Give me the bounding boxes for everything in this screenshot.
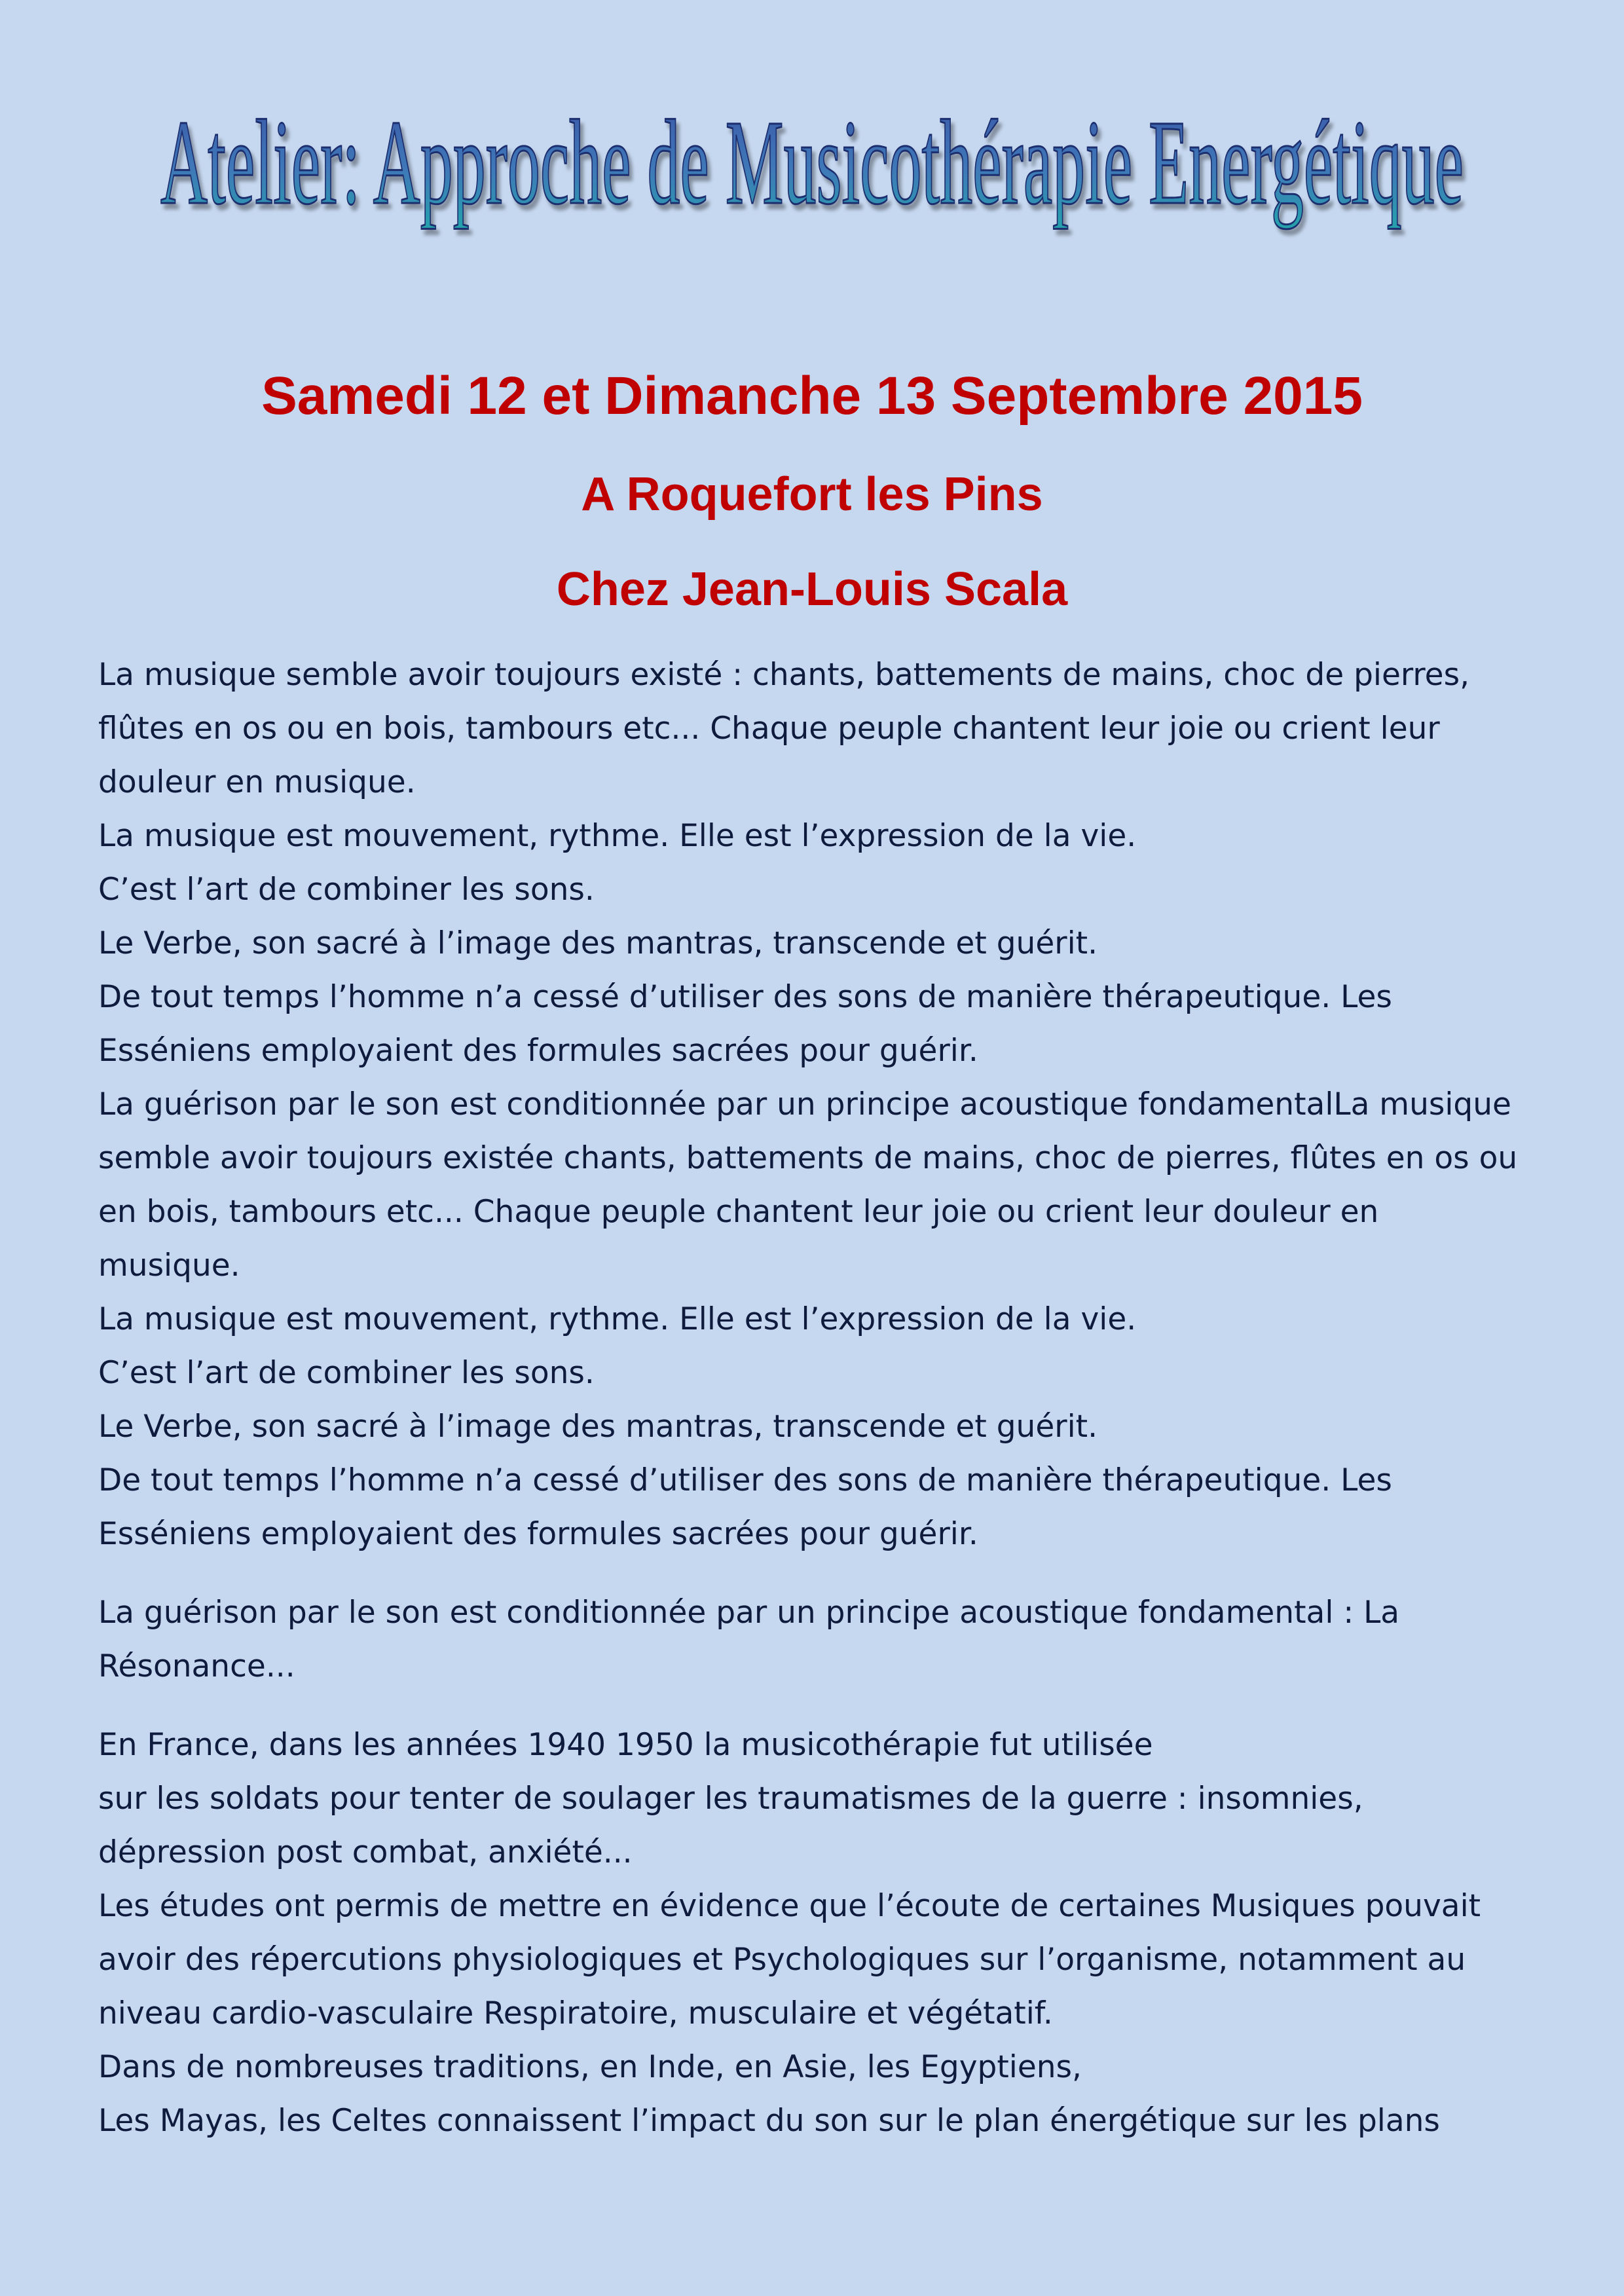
text-line: De tout temps l’homme n’a cessé d’utiliser des sons de manière thérapeutique. Les [98, 979, 1392, 1015]
body-paragraph [98, 1586, 1539, 1694]
text-line: Résonance... [98, 1648, 295, 1684]
event-host-heading: Chez Jean-Louis Scala [556, 563, 1068, 616]
text-line: La guérison par le son est conditionnée par un principe acoustique fondamental : La [98, 1595, 1400, 1631]
text-line: C’est l’art de combiner les sons. [98, 872, 595, 908]
text-line: Dans de nombreuses traditions, en Inde, en Asie, les Egyptiens, [98, 2049, 1082, 2085]
text-line: La musique semble avoir toujours existé : chants, battements de mains, choc de pierres, [98, 657, 1470, 693]
event-place-heading: A Roquefort les Pins [581, 468, 1043, 521]
text-line: niveau cardio-vasculaire Respiratoire, musculaire et végétatif. [98, 1995, 1053, 2031]
wordart-title [151, 72, 1473, 268]
wordart-title-svg [151, 72, 1473, 268]
text-line: Le Verbe, son sacré à l’image des mantras, transcende et guérit. [98, 925, 1098, 961]
text-line: La musique est mouvement, rythme. Elle est l’expression de la vie. [98, 818, 1137, 854]
body-paragraph [98, 648, 1539, 1561]
text-line: Les Mayas, les Celtes connaissent l’impact du son sur le plan énergétique sur les plans [98, 2103, 1440, 2139]
text-line: flûtes en os ou en bois, tambours etc... Chaque peuple chantent leur joie ou crient leur [98, 711, 1440, 747]
event-date-heading: Samedi 12 et Dimanche 13 Septembre 2015 [261, 366, 1363, 426]
text-line: En France, dans les années 1940 1950 la musicothérapie fut utilisée [98, 1727, 1153, 1763]
body-paragraph [98, 1718, 1539, 2148]
text-line: C’est l’art de combiner les sons. [98, 1355, 595, 1391]
text-line: douleur en musique. [98, 764, 416, 800]
text-line: De tout temps l’homme n’a cessé d’utiliser des sons de manière thérapeutique. Les [98, 1462, 1392, 1498]
text-line: La musique est mouvement, rythme. Elle est l’expression de la vie. [98, 1301, 1137, 1337]
text-line: en bois, tambours etc... Chaque peuple chantent leur joie ou crient leur douleur en [98, 1194, 1379, 1230]
text-line: musique. [98, 1248, 240, 1284]
text-line: Esséniens employaient des formules sacrées pour guérir. [98, 1033, 978, 1069]
wordart-title-text: Atelier: Approche de Musicothérapie Energétique [160, 96, 1464, 230]
text-line: Les études ont permis de mettre en évidence que l’écoute de certaines Musiques pouvait [98, 1888, 1481, 1924]
body-text [98, 648, 1539, 2148]
text-line: Le Verbe, son sacré à l’image des mantras, transcende et guérit. [98, 1409, 1098, 1445]
text-line: semble avoir toujours existée chants, battements de mains, choc de pierres, flûtes en os ou [98, 1140, 1518, 1176]
text-line: avoir des répercutions physiologiques et Psychologiques sur l’organisme, notamment au [98, 1942, 1466, 1978]
text-line: Esséniens employaient des formules sacrées pour guérir. [98, 1516, 978, 1552]
text-line: sur les soldats pour tenter de soulager les traumatismes de la guerre : insomnies, [98, 1781, 1363, 1817]
text-line: La guérison par le son est conditionnée par un principe acoustique fondamentalLa musique [98, 1086, 1511, 1122]
text-line: dépression post combat, anxiété... [98, 1834, 633, 1870]
